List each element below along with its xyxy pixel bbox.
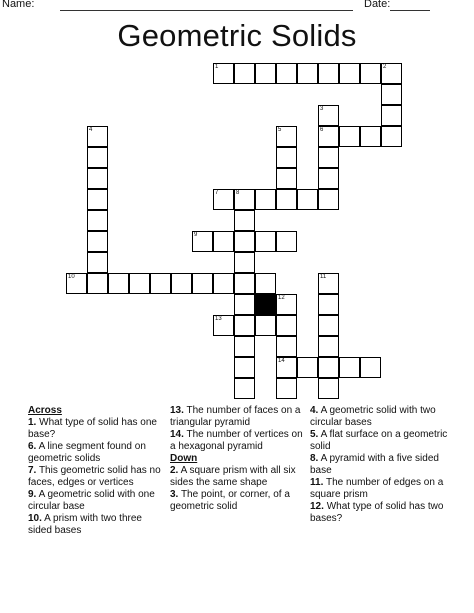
grid-cell[interactable] (318, 315, 339, 336)
clue-item-text: The number of vertices on a hexagonal pyramid (170, 429, 303, 452)
grid-cell[interactable] (318, 189, 339, 210)
grid-cell[interactable] (87, 147, 108, 168)
clue-item (310, 429, 450, 453)
page-title: Geometric Solids (117, 18, 357, 53)
clue-item (28, 441, 163, 465)
grid-cell[interactable] (360, 126, 381, 147)
grid-cell[interactable] (234, 273, 255, 294)
clue-item-number: 3. (170, 489, 179, 500)
clue-item-number: 5. (310, 429, 319, 440)
grid-cell[interactable] (297, 189, 318, 210)
clue-item (310, 501, 450, 525)
grid-cell[interactable] (234, 294, 255, 315)
date-label: Date: (364, 0, 391, 10)
clue-item-text: A prism with two three sided bases (28, 513, 142, 536)
clue-item-number: 7. (28, 465, 37, 476)
black-cell (255, 294, 276, 315)
grid-cell[interactable] (381, 105, 402, 126)
clue-item-text: This geometric solid has no faces, edges or vertices (28, 465, 161, 488)
grid-cell[interactable] (381, 84, 402, 105)
clue-item-number: 6. (28, 441, 37, 452)
clue-item-text: A line segment found on geometric solids (28, 441, 146, 464)
clue-item (310, 453, 450, 477)
grid-cell[interactable] (255, 189, 276, 210)
clue-item (28, 417, 163, 441)
clue-number: 10 (68, 274, 75, 280)
grid-cell[interactable] (234, 315, 255, 336)
clue-item-number: 4. (310, 405, 319, 416)
grid-cell[interactable] (276, 378, 297, 399)
clue-item (170, 489, 305, 513)
clue-item (170, 465, 305, 489)
clue-item-text: The number of faces on a triangular pyramid (170, 405, 301, 428)
grid-cell[interactable] (255, 273, 276, 294)
grid-cell[interactable] (87, 231, 108, 252)
grid-cell[interactable] (192, 273, 213, 294)
clue-number: 9 (194, 232, 198, 238)
clue-number: 11 (320, 274, 327, 280)
grid-cell[interactable] (255, 315, 276, 336)
grid-cell[interactable] (213, 273, 234, 294)
grid-cell[interactable] (276, 315, 297, 336)
clue-item (28, 489, 163, 513)
grid-cell[interactable] (87, 210, 108, 231)
grid-cell[interactable] (318, 378, 339, 399)
clue-item-number: 10. (28, 513, 42, 524)
grid-cell[interactable] (318, 357, 339, 378)
grid-cell[interactable] (318, 147, 339, 168)
clue-number: 7 (215, 190, 219, 196)
clue-column-2 (170, 405, 305, 513)
grid-cell[interactable] (276, 231, 297, 252)
grid-cell[interactable] (234, 357, 255, 378)
grid-cell[interactable] (318, 63, 339, 84)
grid-cell[interactable] (339, 126, 360, 147)
clue-number: 8 (236, 190, 240, 196)
grid-cell[interactable] (360, 357, 381, 378)
clue-number: 12 (278, 295, 285, 301)
grid-cell[interactable] (87, 189, 108, 210)
down-heading: Down (170, 453, 198, 464)
grid-cell[interactable] (234, 63, 255, 84)
clue-column-1 (28, 405, 163, 537)
grid-cell[interactable] (234, 210, 255, 231)
clue-item (310, 477, 450, 501)
grid-cell[interactable] (297, 357, 318, 378)
clue-item-number: 14. (170, 429, 184, 440)
clue-item (28, 465, 163, 489)
clue-number: 13 (215, 316, 222, 322)
grid-cell[interactable] (339, 357, 360, 378)
clue-item (170, 405, 305, 429)
clue-item-text: The point, or corner, of a geometric solid (170, 489, 290, 512)
clue-number: 4 (89, 127, 93, 133)
grid-cell[interactable] (234, 378, 255, 399)
clue-column-3 (310, 405, 450, 525)
name-label: Name: (2, 0, 35, 10)
grid-cell[interactable] (87, 168, 108, 189)
clue-item-text: A geometric solid with one circular base (28, 489, 155, 512)
grid-cell[interactable] (150, 273, 171, 294)
grid-cell[interactable] (276, 147, 297, 168)
grid-cell[interactable] (276, 168, 297, 189)
across-heading: Across (28, 405, 62, 416)
clue-number: 3 (320, 106, 324, 112)
clue-item-number: 2. (170, 465, 179, 476)
grid-cell[interactable] (360, 63, 381, 84)
grid-cell[interactable] (129, 273, 150, 294)
grid-cell[interactable] (318, 336, 339, 357)
clue-number: 2 (383, 64, 387, 70)
grid-cell[interactable] (171, 273, 192, 294)
grid-cell[interactable] (339, 63, 360, 84)
grid-cell[interactable] (318, 168, 339, 189)
clue-item-text: A square prism with all six sides the same shape (170, 465, 296, 488)
clue-item (310, 405, 450, 429)
clue-number: 1 (215, 64, 219, 70)
grid-cell[interactable] (87, 252, 108, 273)
grid-cell[interactable] (276, 336, 297, 357)
clue-item-text: A geometric solid with two circular bases (310, 405, 436, 428)
grid-cell[interactable] (381, 126, 402, 147)
clue-item (28, 513, 163, 537)
grid-cell[interactable] (276, 63, 297, 84)
grid-cell[interactable] (213, 231, 234, 252)
clue-item-text: A pyramid with a five sided base (310, 453, 439, 476)
grid-cell[interactable] (108, 273, 129, 294)
grid-cell[interactable] (234, 252, 255, 273)
clue-item-text: A flat surface on a geometric solid (310, 429, 448, 452)
clue-item-number: 8. (310, 453, 319, 464)
grid-cell[interactable] (297, 63, 318, 84)
clue-item-number: 13. (170, 405, 184, 416)
clue-item-number: 9. (28, 489, 37, 500)
clue-item-number: 12. (310, 501, 324, 512)
grid-cell[interactable] (255, 63, 276, 84)
clue-item-text: The number of edges on a square prism (310, 477, 444, 500)
grid-cell[interactable] (255, 231, 276, 252)
grid-cell[interactable] (234, 231, 255, 252)
clue-item (170, 429, 305, 453)
clue-number: 14 (278, 358, 285, 364)
grid-cell[interactable] (234, 336, 255, 357)
clue-item-number: 1. (28, 417, 37, 428)
clue-number: 5 (278, 127, 282, 133)
clue-number: 6 (320, 127, 324, 133)
clue-item-number: 11. (310, 477, 324, 488)
grid-cell[interactable] (276, 189, 297, 210)
grid-cell[interactable] (318, 294, 339, 315)
grid-cell[interactable] (87, 273, 108, 294)
clue-item-text: What type of solid has one base? (28, 417, 157, 440)
clue-item-text: What type of solid has two bases? (310, 501, 444, 524)
